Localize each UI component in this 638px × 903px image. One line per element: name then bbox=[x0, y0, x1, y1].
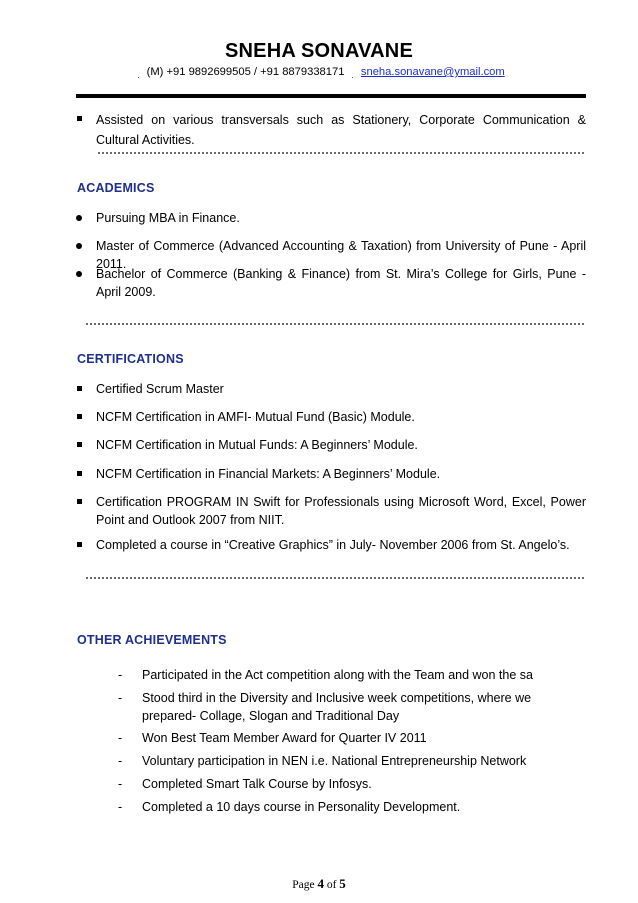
list-item: NCFM Certification in Financial Markets: A Beginners’ Module. bbox=[96, 467, 441, 481]
section-title-certifications: CERTIFICATIONS bbox=[77, 352, 184, 366]
contact-line bbox=[0, 66, 638, 80]
list-item: - Completed a 10 days course in Personality Development. bbox=[118, 800, 461, 814]
page-number: Page 4 of 5 bbox=[292, 876, 346, 891]
separator-dot: . bbox=[137, 71, 140, 80]
list-item: Certification PROGRAM IN Swift for Professionals using Microsoft Word, Excel, Power Point and Outlook 2007 from NIIT. bbox=[96, 495, 586, 527]
list-item: - Completed Smart Talk Course by Infosys. bbox=[118, 777, 372, 791]
dash-bullet-icon: - bbox=[118, 731, 123, 745]
header-rule bbox=[76, 94, 586, 98]
dotted-divider bbox=[86, 323, 584, 327]
dotted-divider bbox=[98, 152, 584, 156]
dash-bullet-icon: - bbox=[118, 777, 123, 791]
list-item: - Stood third in the Diversity and Inclusive week competitions, where we prepared- Collage, Slogan and Traditional Day bbox=[118, 691, 532, 723]
dash-bullet-icon: - bbox=[118, 754, 123, 768]
separator-dot: . bbox=[351, 71, 354, 80]
phone-numbers: (M) +91 9892699505 / +91 8879338171 bbox=[146, 66, 345, 78]
list-item: Assisted on various transversals such as Stationery, Corporate Communication & Cultural Activities. bbox=[96, 113, 586, 147]
list-item: Bachelor of Commerce (Banking & Finance) from St. Mira’s College for Girls, Pune - April 2009. bbox=[96, 267, 586, 299]
dash-bullet-icon: - bbox=[118, 691, 123, 705]
list-item: - Voluntary participation in NEN i.e. National Entrepreneurship Network bbox=[118, 754, 527, 768]
list-item: - Participated in the Act competition along with the Team and won the sa bbox=[118, 668, 533, 682]
list-item: NCFM Certification in AMFI- Mutual Fund (Basic) Module. bbox=[96, 410, 415, 424]
section-title-achievements: OTHER ACHIEVEMENTS bbox=[77, 633, 227, 647]
list-item: - Won Best Team Member Award for Quarter IV 2011 bbox=[118, 731, 427, 745]
list-item: Completed a course in “Creative Graphics” in July- November 2006 from St. Angelo’s. bbox=[96, 538, 570, 552]
dash-bullet-icon: - bbox=[118, 668, 123, 682]
list-item: Certified Scrum Master bbox=[96, 382, 224, 396]
section-title-academics: ACADEMICS bbox=[77, 181, 155, 195]
list-item: Master of Commerce (Advanced Accounting & Taxation) from University of Pune - April 2011. bbox=[96, 239, 586, 271]
list-item: NCFM Certification in Mutual Funds: A Beginners’ Module. bbox=[96, 438, 418, 452]
dotted-divider bbox=[86, 577, 584, 581]
list-item: Pursuing MBA in Finance. bbox=[96, 211, 240, 225]
dash-bullet-icon: - bbox=[118, 800, 123, 814]
candidate-name: SNEHA SONAVANE bbox=[224, 40, 413, 62]
email-link[interactable]: sneha.sonavane@ymail.com bbox=[360, 66, 505, 78]
